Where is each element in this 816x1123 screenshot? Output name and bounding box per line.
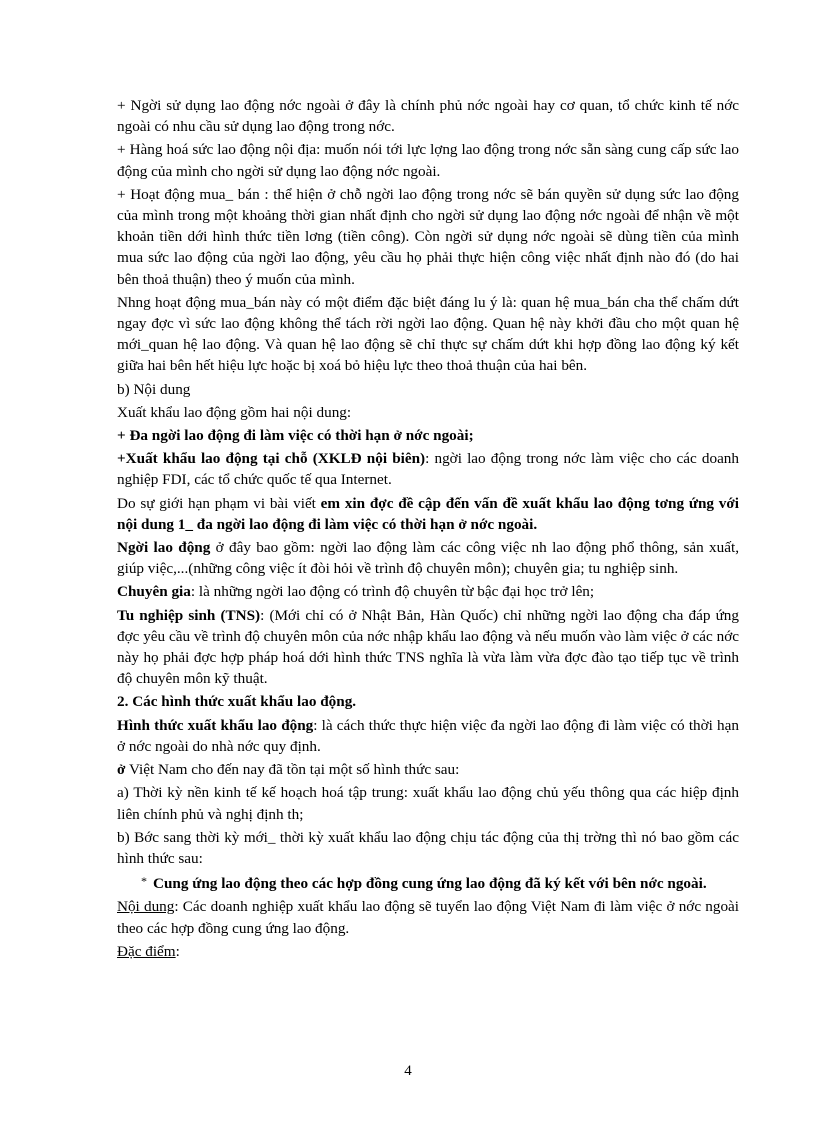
paragraph-p3 [117,184,739,290]
bold-text-segment: +Xuất khẩu lao động tại chỗ (XKLĐ nội biên) [117,450,426,468]
paragraph-p12 [117,605,739,690]
text-segment: : là những ngời lao động có trình độ chuyên từ bậc đại học trở lên; [190,583,595,601]
text-segment: b) Nội dung [117,380,191,398]
paragraph-p18 [117,871,739,894]
text-segment: a) Thời kỳ nền kinh tế kế hoạch hoá tập trung: xuất khẩu lao động chủ yếu thông qua các hiệp định liên chính phủ và nghị định th; [117,784,739,823]
text-segment: + Ngời sử dụng lao động nớc ngoài ở đây là chính phủ nớc ngoài hay cơ quan, tổ chức kinh tế nớc ngoài có nhu cầu sử dụng lao động trong nớc. [117,97,739,136]
paragraph-p19 [117,896,739,938]
page-body [117,95,739,962]
bold-text-segment: Tu nghiệp sinh (TNS) [117,606,261,624]
text-segment: b) Bớc sang thời kỳ mới_ thời kỳ xuất khẩu lao động chịu tác động của thị trờng thì nó bao gồm các hình thức sau: [117,828,739,867]
text-segment: : (Mới chỉ có ở Nhật Bản, Hàn Quốc) chỉ những ngời lao động cha đáp ứng đợc yêu cầu về trình độ chuyên môn của nớc nhập khẩu lao động và nếu muốn vào làm việc ở các nớc này họ phải đợc hợp pháp hoá dới hình thức TNS nghĩa là vừa làm vừa đợc đào tạo tiếp tục về trình độ chuyên môn kỹ thuật. [117,606,739,688]
paragraph-p15 [117,759,739,780]
bold-text-segment: em xin đợc đề cập đến vấn đề xuất khẩu lao động tơng ứng với nội dung 1_ đa ngời lao động đi làm việc có thời hạn ở nớc ngoài. [117,494,739,533]
text-segment: Nhng hoạt động mua_bán này có một điểm đặc biệt đáng lu ý là: quan hệ mua_bán cha thể chấm dứt ngay đợc vì sức lao động không thể tách rời ngời lao động. Quan hệ này khởi đầu cho một quan hệ mới_quan hệ lao động. Và quan hệ lao động sẽ chỉ thực sự chấm dứt khi hợp đồng lao động ký kết giữa hai bên hết hiệu lực hoặc bị xoá bỏ hiệu lực theo thoả thuận của hai bên. [117,293,739,375]
text-segment: + Hàng hoá sức lao động nội địa: muốn nói tới lực lợng lao động trong nớc sẵn sàng cung cấp sức lao động của mình cho ngời sử dụng lao động nớc ngoài. [117,141,739,180]
page-number: 4 [404,1063,412,1079]
underlined-heading: Đặc điểm [117,942,176,960]
bold-text-segment: Chuyên gia [117,583,191,601]
text-segment: : Các doanh nghiệp xuất khẩu lao động sẽ tuyển lao động Việt Nam đi làm việc ở nớc ngoài theo các hợp đồng cung ứng lao động. [117,898,740,937]
text-segment: : [175,942,180,960]
paragraph-p1 [117,95,739,137]
text-segment: Việt Nam cho đến nay đã tồn tại một số hình thức sau: [125,761,460,779]
bold-text-segment: Cung ứng lao động theo các hợp đồng cung ứng lao động đã ký kết với bên nớc ngoài. [153,875,707,893]
underlined-heading: Nội dung [117,898,175,916]
bold-text-segment: Ngời lao động [117,539,211,557]
paragraph-p10 [117,537,739,579]
bold-text-segment: + Đa ngời lao động đi làm việc có thời hạn ở nớc ngoài; [117,427,474,445]
paragraph-p5 [117,379,739,400]
paragraph-p4 [117,292,739,377]
paragraph-p16 [117,782,739,824]
paragraph-p17 [117,827,739,869]
bold-text-segment: Hình thức xuất khẩu lao động [117,716,314,734]
paragraph-p7 [117,425,739,446]
text-segment: + Hoạt động mua_ bán : thể hiện ở chỗ ngời lao động trong nớc sẽ bán quyền sử dụng sức lao động của mình trong một khoảng thời gian nhất định cho ngời sử dụng lao động nớc ngoài để nhận về một khoản tiền dới hình thức tiền lơng (tiền công). Còn ngời sử dụng nớc ngoài sẽ dùng tiền của mình mua sức lao động của ngời lao động, yêu cầu họ phải thực hiện công việc nhất định nào đó (do hai bên thoả thuận) theo ý muốn của mình. [117,185,739,288]
text-segment: : ngời lao động trong nớc làm việc cho các doanh nghiệp FDI, các tổ chức quốc tế qua Internet. [117,450,739,489]
paragraph-p6 [117,402,739,423]
paragraph-p13 [117,691,739,712]
paragraph-p20 [117,941,739,962]
bullet-marker: * [141,874,147,889]
text-segment: Xuất khẩu lao động gồm hai nội dung: [117,403,352,421]
text-segment: ở đây bao gồm: ngời lao động làm các công việc nh lao động phổ thông, sản xuất, giúp việc,...(những công việc ít đòi hỏi về trình độ chuyên môn); chuyên gia; tu nghiệp sinh. [117,539,739,578]
bold-text-segment: 2. Các hình thức xuất khẩu lao động. [117,693,357,711]
text-segment: : là cách thức thực hiện việc đa ngời lao động đi làm việc có thời hạn ở nớc ngoài do nhà nớc quy định. [117,716,739,755]
paragraph-p14 [117,715,739,757]
paragraph-p8 [117,448,739,490]
paragraph-p11 [117,581,739,602]
paragraph-p9 [117,493,739,535]
text-segment: Do sự giới hạn phạm vi bài viết [117,494,321,512]
paragraph-p2 [117,139,739,181]
bold-text-segment: ở [117,761,126,779]
